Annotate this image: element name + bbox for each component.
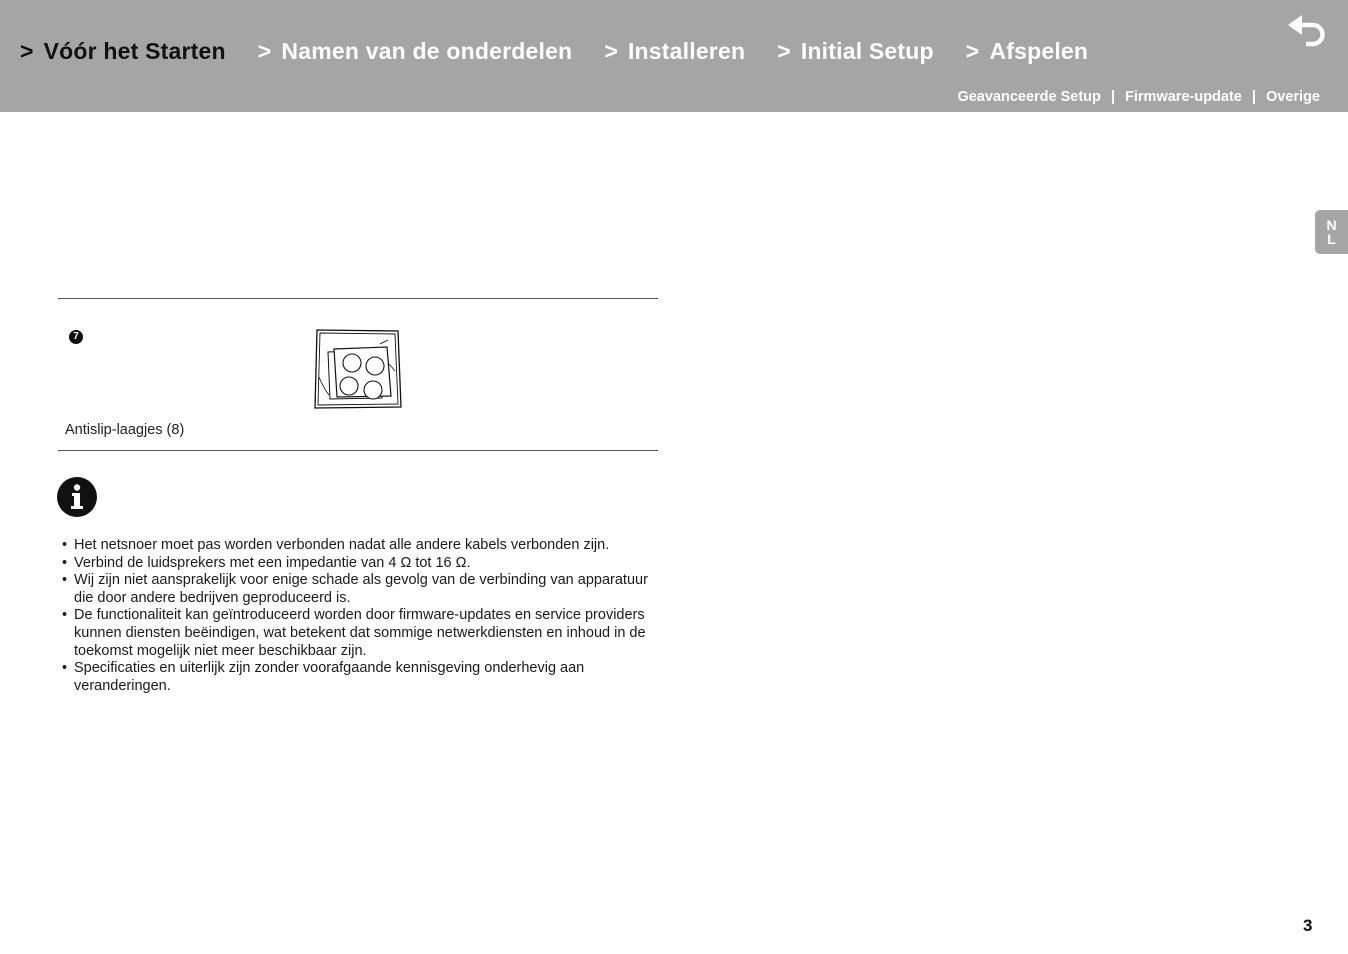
note-item: • Specificaties en uiterlijk zijn zonder voorafgaande kennisgeving onderhevig aan veranderingen. [62,660,662,695]
nav-label: Namen van de onderdelen [281,38,573,64]
language-tab [1315,210,1348,254]
nav-label: Initial Setup [800,38,934,64]
header-bar [0,0,1348,112]
nav-label: Afspelen [989,38,1089,64]
nav-item-installeren[interactable] [604,38,745,65]
nav-arrow-icon: > [777,38,791,64]
subnav-link-overige[interactable]: Overige [1266,89,1320,105]
item-number-badge: 7 [69,330,83,344]
info-icon [57,477,97,517]
subnav-link-geavanceerde-setup[interactable]: Geavanceerde Setup [957,89,1101,105]
section-divider [58,450,658,451]
nav-item-initial-setup[interactable] [777,38,934,65]
language-tab-letter: N [1326,217,1337,233]
back-arrow-icon[interactable] [1286,14,1330,50]
nav-arrow-icon: > [965,38,980,64]
section-divider [58,298,658,299]
note-item: • De functionaliteit kan geïntroduceerd worden door firmware-updates en service providers kunnen diensten beëindigen, wat betekent dat sommige netwerkdiensten en inhoud in de toekomst mogelijk niet meer beschikbaar zijn. [62,607,662,660]
subnav-separator: | [1110,89,1115,105]
nav-item-afspelen[interactable] [966,38,1088,65]
note-item: • Verbind de luidsprekers met een impedantie van 4 Ω tot 16 Ω. [62,555,662,573]
note-item: • Het netsnoer moet pas worden verbonden nadat alle andere kabels verbonden zijn. [62,537,662,555]
subnav-separator: | [1251,89,1256,105]
page-number: 3 [1303,916,1313,935]
nav-label: Installeren [627,38,746,64]
sub-nav [957,89,1320,105]
subnav-link-firmware-update[interactable]: Firmware-update [1125,89,1242,105]
note-item: • Wij zijn niet aansprakelijk voor enige schade als gevolg van de verbinding van apparatuur die door andere bedrijven geproduceerd is. [62,572,662,607]
nav-arrow-icon: > [257,38,272,64]
nav-arrow-icon: > [604,38,618,64]
item-caption: Antislip-laagjes (8) [65,422,185,438]
nav-item-voor-het-starten[interactable] [20,38,226,65]
nav-arrow-icon: > [20,38,34,64]
main-nav [20,38,1120,65]
language-tab-letter: L [1327,231,1336,247]
nav-label: Vóór het Starten [43,38,226,64]
notes-list [62,537,662,695]
antislip-pads-illustration [312,327,404,411]
nav-item-namen-van-de-onderdelen[interactable] [258,38,573,65]
